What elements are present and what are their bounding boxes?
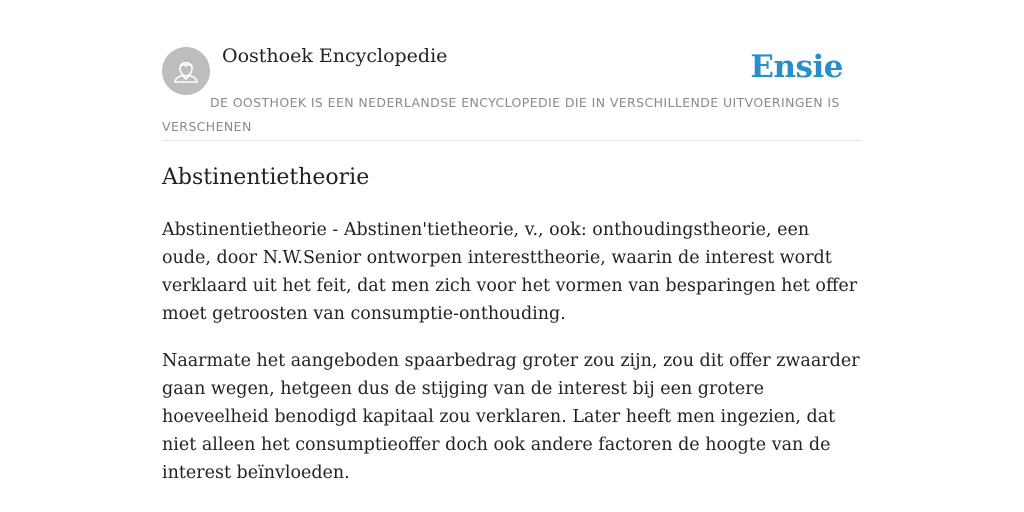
- source-name[interactable]: Oosthoek Encyclopedie: [222, 45, 448, 67]
- article-title: Abstinentietheorie: [162, 165, 370, 190]
- brand-logo[interactable]: Ensie: [750, 49, 843, 85]
- article-paragraph-2: Naarmate het aangeboden spaarbedrag groter zou zijn, zou dit offer zwaarder gaan wegen, hetgeen dus de stijging van de interest bij een grotere hoeveelheid benodigd kapitaal zou verklaren. Later heeft men ingezien, dat niet alleen het consumptieoffer doch ook andere factoren de hoogte van de interest beïnvloeden.: [162, 351, 860, 483]
- source-avatar[interactable]: [162, 47, 210, 95]
- source-header: [162, 40, 862, 141]
- source-tagline: DE OOSTHOEK IS EEN NEDERLANDSE ENCYCLOPEDIE DIE IN VERSCHILLENDE UITVOERINGEN IS VERSCHENEN: [162, 95, 840, 134]
- article: [162, 160, 862, 487]
- article-paragraph-1: Abstinentietheorie - Abstinen'tietheorie, v., ook: onthoudingstheorie, een oude, door N.W.Senior ontworpen interesttheorie, waarin de interest wordt verklaard uit het feit, dat men zich voor het vormen van besparingen het offer moet getroosten van consumptie-onthouding.: [162, 220, 858, 324]
- user-outline-icon: [162, 47, 210, 95]
